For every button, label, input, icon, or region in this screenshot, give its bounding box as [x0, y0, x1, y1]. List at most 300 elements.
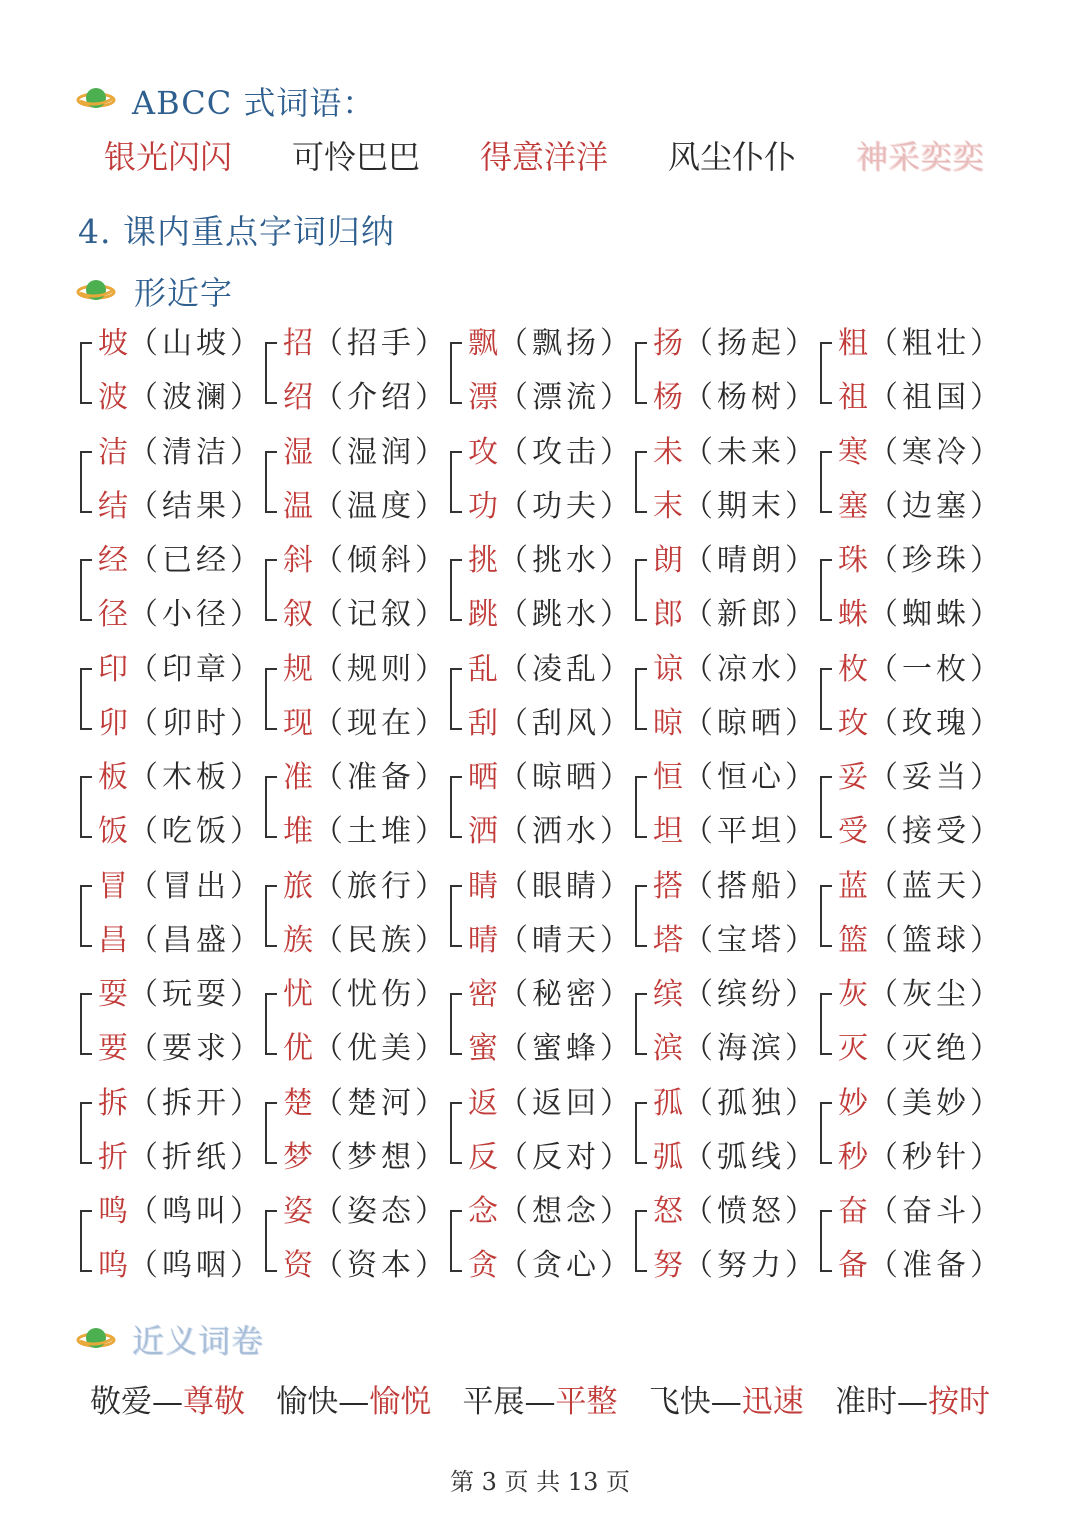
bracket: [820, 993, 832, 1055]
word: 蜜蜂: [532, 1031, 600, 1066]
char-line: 湿（湿润）: [283, 434, 449, 470]
bracket: [635, 993, 647, 1055]
character: 枚: [838, 651, 868, 687]
char-line: 杨（杨树）: [653, 380, 819, 415]
character: 飘: [468, 326, 498, 361]
word: 祖国: [902, 380, 970, 415]
word: 要求: [162, 1031, 230, 1066]
char-line: 祖（祖国）: [838, 380, 1004, 415]
character: 卯: [98, 705, 128, 741]
word: 晾晒: [717, 705, 785, 741]
char-line: 现（现在）: [283, 705, 449, 741]
char-line: 珠（珍珠）: [838, 543, 1004, 578]
bracket: [450, 776, 462, 838]
char-pair: [450, 1186, 635, 1294]
word: 折纸: [162, 1139, 230, 1175]
word: 灰尘: [902, 977, 970, 1012]
character: 缤: [653, 977, 683, 1012]
char-pair: [635, 752, 820, 860]
character: 滨: [653, 1031, 683, 1066]
synonym-pair: 平展—平整: [462, 1384, 618, 1420]
char-line: 末（期末）: [653, 488, 819, 524]
char-line: 蛛（蜘蛛）: [838, 597, 1004, 632]
character: 晒: [468, 760, 498, 795]
char-line: 旅（旅行）: [283, 868, 449, 904]
char-line: 妙（美妙）: [838, 1085, 1004, 1121]
bracket: [80, 1102, 92, 1164]
abcc-word: 得意洋洋: [479, 138, 608, 176]
word: 海滨: [717, 1031, 785, 1066]
character: 备: [838, 1248, 868, 1283]
character: 蜜: [468, 1031, 498, 1066]
bracket: [265, 776, 277, 838]
word: 招手: [347, 326, 415, 361]
word: 接受: [902, 814, 970, 849]
character: 堆: [283, 814, 313, 849]
char-line: 秒（秒针）: [838, 1139, 1004, 1175]
synonym-pair: 敬爱—尊敬: [90, 1384, 245, 1420]
word: 贪心: [532, 1248, 600, 1283]
char-line: 印（印章）: [98, 651, 264, 687]
planet-icon: [76, 276, 116, 304]
char-line: 坦（平坦）: [653, 814, 819, 849]
word: 玫瑰: [902, 705, 970, 741]
word: 秘密: [532, 977, 600, 1012]
word: 粗壮: [902, 326, 970, 361]
char-pair: [80, 969, 265, 1077]
character: 扬: [653, 326, 683, 361]
char-pair: [635, 1186, 820, 1294]
word: 珍珠: [902, 543, 970, 578]
character: 挑: [468, 543, 498, 578]
abcc-word-watermark: 神采奕奕: [855, 138, 984, 176]
page-number: 第 3 页 共 13 页: [450, 1468, 630, 1496]
bracket: [265, 1210, 277, 1272]
bracket: [635, 885, 647, 947]
bracket: [265, 993, 277, 1055]
char-pair: [635, 969, 820, 1077]
char-line: 未（未来）: [653, 434, 819, 470]
abcc-heading: ABCC 式词语：: [132, 84, 376, 122]
character: 未: [653, 434, 683, 470]
char-pair: [265, 318, 450, 426]
character: 晾: [653, 705, 683, 741]
char-line: 蓝（蓝天）: [838, 868, 1004, 904]
word: 梦想: [347, 1139, 415, 1175]
word: 攻击: [532, 434, 600, 470]
character: 攻: [468, 434, 498, 470]
character: 睛: [468, 868, 498, 904]
word: 扬起: [717, 326, 785, 361]
bracket: [450, 885, 462, 947]
char-pair: [635, 861, 820, 969]
character: 洒: [468, 814, 498, 849]
word: 清洁: [162, 434, 230, 470]
char-line: 招（招手）: [283, 326, 449, 361]
char-line: 鸣（鸣叫）: [98, 1194, 264, 1229]
word: 蜘蛛: [902, 597, 970, 632]
bracket: [450, 451, 462, 513]
bracket: [265, 559, 277, 621]
character: 密: [468, 977, 498, 1012]
bracket: [80, 559, 92, 621]
word: 昌盛: [162, 922, 230, 958]
bracket: [80, 885, 92, 947]
bracket: [820, 559, 832, 621]
character: 斜: [283, 543, 313, 578]
char-pair: [265, 752, 450, 860]
word: 平坦: [717, 814, 785, 849]
word: 木板: [162, 760, 230, 795]
word: 想念: [532, 1194, 600, 1229]
char-line: 呜（呜咽）: [98, 1248, 264, 1283]
character: 昌: [98, 922, 128, 958]
char-line: 坡（山坡）: [98, 326, 264, 361]
char-line: 冒（冒出）: [98, 868, 264, 904]
character: 郎: [653, 597, 683, 632]
word: 未来: [717, 434, 785, 470]
character: 塔: [653, 922, 683, 958]
word: 印章: [162, 651, 230, 687]
word: 蓝天: [902, 868, 970, 904]
char-line: 昌（昌盛）: [98, 922, 264, 958]
character: 返: [468, 1085, 498, 1121]
word: 晾晒: [532, 760, 600, 795]
bracket: [635, 1210, 647, 1272]
char-pair: [450, 861, 635, 969]
char-line: 规（规则）: [283, 651, 449, 687]
character: 洁: [98, 434, 128, 470]
abcc-word: 可怜巴巴: [291, 138, 420, 176]
character: 呜: [98, 1248, 128, 1283]
char-pair: [635, 535, 820, 643]
word: 缤纷: [717, 977, 785, 1012]
word: 飘扬: [532, 326, 600, 361]
character: 祖: [838, 380, 868, 415]
word: 恒心: [717, 760, 785, 795]
char-pair: [635, 1078, 820, 1186]
char-line: 返（返回）: [468, 1085, 634, 1121]
char-line: 攻（攻击）: [468, 434, 634, 470]
bracket: [820, 451, 832, 513]
char-pair: [80, 644, 265, 752]
character: 谅: [653, 651, 683, 687]
word: 宝塔: [717, 922, 785, 958]
char-pair: [820, 752, 1005, 860]
word: 妥当: [902, 760, 970, 795]
word: 倾斜: [347, 543, 415, 578]
bracket: [450, 1210, 462, 1272]
character: 印: [98, 651, 128, 687]
char-line: 刮（刮风）: [468, 705, 634, 741]
bracket: [450, 1102, 462, 1164]
char-line: 飘（飘扬）: [468, 326, 634, 361]
char-line: 努（努力）: [653, 1248, 819, 1283]
char-pair: [265, 644, 450, 752]
char-line: 结（结果）: [98, 488, 264, 524]
word: 楚河: [347, 1085, 415, 1121]
char-line: 滨（海滨）: [653, 1031, 819, 1066]
word: 规则: [347, 651, 415, 687]
char-line: 睛（眼睛）: [468, 868, 634, 904]
word: 冒出: [162, 868, 230, 904]
word: 凌乱: [532, 651, 600, 687]
char-pair: [265, 861, 450, 969]
char-pair: [450, 427, 635, 535]
word: 准备: [347, 760, 415, 795]
bracket: [635, 1102, 647, 1164]
character: 叙: [283, 597, 313, 632]
word: 寒冷: [902, 434, 970, 470]
word: 新郎: [717, 597, 785, 632]
char-pair: [820, 861, 1005, 969]
character: 经: [98, 543, 128, 578]
character: 资: [283, 1248, 313, 1283]
synonym-pair: 愉快—愉悦: [276, 1384, 432, 1420]
char-line: 折（折纸）: [98, 1139, 264, 1175]
character: 坦: [653, 814, 683, 849]
char-pair: [80, 318, 265, 426]
char-line: 忧（忧伤）: [283, 977, 449, 1012]
word: 姿态: [347, 1194, 415, 1229]
char-line: 洒（洒水）: [468, 814, 634, 849]
char-pair: [820, 318, 1005, 426]
word: 期末: [717, 488, 785, 524]
word: 呜咽: [162, 1248, 230, 1283]
word: 已经: [162, 543, 230, 578]
char-line: 卯（卯时）: [98, 705, 264, 741]
word: 灭绝: [902, 1031, 970, 1066]
abcc-words: [104, 132, 984, 178]
char-line: 密（秘密）: [468, 977, 634, 1012]
character: 坡: [98, 326, 128, 361]
char-pair: [820, 1078, 1005, 1186]
word: 介绍: [347, 380, 415, 415]
char-line: 塞（边塞）: [838, 488, 1004, 524]
character: 怒: [653, 1194, 683, 1229]
bracket: [80, 993, 92, 1055]
char-line: 塔（宝塔）: [653, 922, 819, 958]
word: 现在: [347, 705, 415, 741]
char-pair: [450, 318, 635, 426]
char-line: 晒（晾晒）: [468, 760, 634, 795]
character: 姿: [283, 1194, 313, 1229]
word: 准备: [902, 1248, 970, 1283]
bracket: [820, 1102, 832, 1164]
character: 板: [98, 760, 128, 795]
word: 资本: [347, 1248, 415, 1283]
character: 篮: [838, 922, 868, 958]
char-pair: [80, 427, 265, 535]
character: 孤: [653, 1085, 683, 1121]
character: 玫: [838, 705, 868, 741]
char-line: 念（想念）: [468, 1194, 634, 1229]
planet-icon: [76, 1324, 116, 1352]
character: 蓝: [838, 868, 868, 904]
word: 跳水: [532, 597, 600, 632]
bracket: [265, 451, 277, 513]
character: 妥: [838, 760, 868, 795]
char-line: 温（温度）: [283, 488, 449, 524]
char-line: 经（已经）: [98, 543, 264, 578]
char-pair: [265, 969, 450, 1077]
char-line: 拆（拆开）: [98, 1085, 264, 1121]
character: 粗: [838, 326, 868, 361]
char-pair: [450, 752, 635, 860]
character: 耍: [98, 977, 128, 1012]
char-line: 堆（土堆）: [283, 814, 449, 849]
bracket: [635, 668, 647, 730]
character: 要: [98, 1031, 128, 1066]
char-line: 郎（新郎）: [653, 597, 819, 632]
word: 刮风: [532, 705, 600, 741]
char-line: 挑（挑水）: [468, 543, 634, 578]
word: 土堆: [347, 814, 415, 849]
word: 努力: [717, 1248, 785, 1283]
character: 招: [283, 326, 313, 361]
word: 返回: [532, 1085, 600, 1121]
character: 规: [283, 651, 313, 687]
synonym-pair: 飞快—迅速: [648, 1384, 804, 1420]
bracket: [265, 1102, 277, 1164]
char-line: 玫（玫瑰）: [838, 705, 1004, 741]
character: 梦: [283, 1139, 313, 1175]
bracket: [265, 342, 277, 404]
char-line: 波（波澜）: [98, 380, 264, 415]
character: 族: [283, 922, 313, 958]
bracket: [80, 668, 92, 730]
synonym-pairs: [90, 1376, 990, 1421]
character: 念: [468, 1194, 498, 1229]
char-line: 晴（晴天）: [468, 922, 634, 958]
char-line: 径（小径）: [98, 597, 264, 632]
char-line: 备（准备）: [838, 1248, 1004, 1283]
char-line: 资（资本）: [283, 1248, 449, 1283]
bracket: [450, 668, 462, 730]
char-line: 乱（凌乱）: [468, 651, 634, 687]
char-line: 反（反对）: [468, 1139, 634, 1175]
bracket: [635, 776, 647, 838]
bracket: [820, 885, 832, 947]
char-line: 灭（灭绝）: [838, 1031, 1004, 1066]
character: 弧: [653, 1139, 683, 1175]
bracket: [450, 993, 462, 1055]
character: 贪: [468, 1248, 498, 1283]
synonyms-heading: 近义词卷: [132, 1322, 265, 1360]
bracket: [820, 1210, 832, 1272]
character: 结: [98, 488, 128, 524]
char-line: 谅（凉水）: [653, 651, 819, 687]
bracket: [265, 668, 277, 730]
bracket: [820, 776, 832, 838]
character: 杨: [653, 380, 683, 415]
character: 珠: [838, 543, 868, 578]
char-line: 漂（漂流）: [468, 380, 634, 415]
word: 山坡: [162, 326, 230, 361]
bracket: [80, 1210, 92, 1272]
character: 优: [283, 1031, 313, 1066]
word: 美妙: [902, 1085, 970, 1121]
character: 楚: [283, 1085, 313, 1121]
char-pair: [450, 535, 635, 643]
character: 塞: [838, 488, 868, 524]
char-line: 跳（跳水）: [468, 597, 634, 632]
char-line: 孤（孤独）: [653, 1085, 819, 1121]
char-line: 准（准备）: [283, 760, 449, 795]
char-line: 姿（姿态）: [283, 1194, 449, 1229]
char-line: 族（民族）: [283, 922, 449, 958]
bracket: [635, 342, 647, 404]
section-heading: 4. 课内重点字词归纳: [78, 212, 395, 251]
character: 拆: [98, 1085, 128, 1121]
word: 波澜: [162, 380, 230, 415]
word: 挑水: [532, 543, 600, 578]
char-line: 楚（楚河）: [283, 1085, 449, 1121]
character: 蛛: [838, 597, 868, 632]
char-pair: [80, 861, 265, 969]
word: 秒针: [902, 1139, 970, 1175]
char-line: 搭（搭船）: [653, 868, 819, 904]
character: 努: [653, 1248, 683, 1283]
word: 结果: [162, 488, 230, 524]
synonym-pair: 准时—按时: [835, 1384, 990, 1420]
word: 湿润: [347, 434, 415, 470]
bracket: [450, 342, 462, 404]
word: 眼睛: [532, 868, 600, 904]
character: 准: [283, 760, 313, 795]
character: 灭: [838, 1031, 868, 1066]
word: 反对: [532, 1139, 600, 1175]
char-line: 梦（梦想）: [283, 1139, 449, 1175]
character: 寒: [838, 434, 868, 470]
char-line: 弧（弧线）: [653, 1139, 819, 1175]
character: 乱: [468, 651, 498, 687]
char-line: 妥（妥当）: [838, 760, 1004, 795]
character: 冒: [98, 868, 128, 904]
word: 奋斗: [902, 1194, 970, 1229]
word: 搭船: [717, 868, 785, 904]
word: 优美: [347, 1031, 415, 1066]
bracket: [635, 451, 647, 513]
character: 波: [98, 380, 128, 415]
character: 折: [98, 1139, 128, 1175]
bracket: [80, 451, 92, 513]
character: 受: [838, 814, 868, 849]
char-line: 朗（晴朗）: [653, 543, 819, 578]
char-line: 叙（记叙）: [283, 597, 449, 632]
word: 一枚: [902, 651, 970, 687]
char-pair: [820, 1186, 1005, 1294]
word: 小径: [162, 597, 230, 632]
char-line: 板（木板）: [98, 760, 264, 795]
xingjin-heading: 形近字: [134, 274, 234, 312]
word: 民族: [347, 922, 415, 958]
abcc-word: 风尘仆仆: [667, 138, 796, 176]
word: 温度: [347, 488, 415, 524]
bracket: [80, 776, 92, 838]
char-line: 枚（一枚）: [838, 651, 1004, 687]
character: 径: [98, 597, 128, 632]
bracket: [820, 342, 832, 404]
char-pair: [635, 318, 820, 426]
character: 湿: [283, 434, 313, 470]
word: 篮球: [902, 922, 970, 958]
character: 忧: [283, 977, 313, 1012]
character: 现: [283, 705, 313, 741]
char-pair: [820, 644, 1005, 752]
char-pair: [450, 969, 635, 1077]
character: 绍: [283, 380, 313, 415]
